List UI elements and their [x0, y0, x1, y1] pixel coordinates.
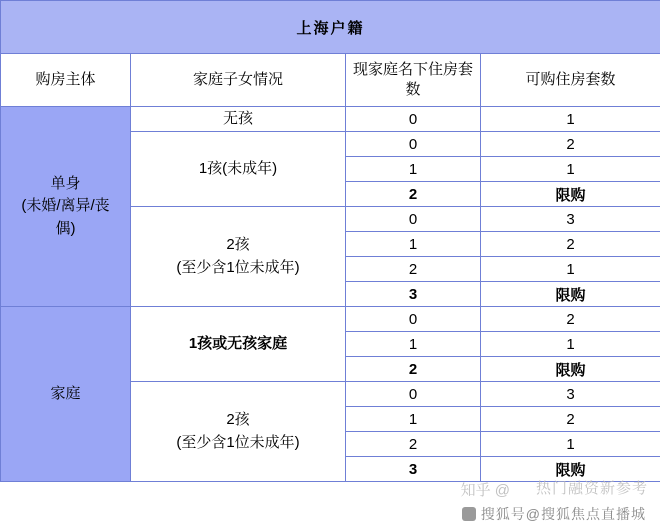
available-count: 1 [481, 332, 660, 357]
subject-line: 单身 [50, 174, 81, 192]
subject-line: (未婚/离异/丧 [21, 197, 110, 215]
owned-count: 1 [346, 157, 481, 182]
available-count: 1 [481, 107, 660, 132]
header-row [1, 54, 660, 107]
children-line: 无孩 [222, 109, 253, 127]
title-row [1, 1, 660, 54]
available-count: 限购 [481, 182, 660, 207]
subject-family [1, 307, 131, 482]
owned-count: 2 [346, 432, 481, 457]
owned-count: 1 [346, 407, 481, 432]
available-count: 3 [481, 382, 660, 407]
owned-count: 3 [346, 282, 481, 307]
available-count: 限购 [481, 282, 660, 307]
header-available: 可购住房套数 [481, 54, 660, 107]
zhihu-watermark: 知乎 @ [460, 482, 510, 499]
children-line: 2孩 [226, 236, 250, 253]
children-line: 2孩 [226, 411, 250, 428]
page-title: 上海户籍 [1, 1, 660, 54]
table-row [1, 107, 660, 132]
watermark-line1: 热门融资新参考 [535, 480, 648, 497]
table-row [1, 307, 660, 332]
children-two-children-family [131, 382, 346, 482]
owned-count: 0 [346, 207, 481, 232]
available-count: 1 [481, 432, 660, 457]
children-two-children [131, 207, 346, 307]
subject-line: 家庭 [50, 384, 81, 402]
owned-count: 2 [346, 357, 481, 382]
watermark-line2 [462, 504, 646, 524]
owned-count: 0 [346, 107, 481, 132]
owned-count: 2 [346, 257, 481, 282]
owned-count: 0 [346, 307, 481, 332]
available-count: 3 [481, 207, 660, 232]
header-owned: 现家庭名下住房套数 [346, 54, 481, 107]
header-children: 家庭子女情况 [131, 54, 346, 107]
children-line: 1孩(未成年) [198, 159, 278, 177]
owned-count: 1 [346, 232, 481, 257]
owned-count: 1 [346, 332, 481, 357]
header-subject: 购房主体 [1, 54, 131, 107]
available-count: 2 [481, 132, 660, 157]
children-one-child-minor [131, 132, 346, 207]
sohu-logo-icon [462, 507, 476, 521]
owned-count: 3 [346, 457, 481, 482]
available-count: 1 [481, 157, 660, 182]
owned-count: 0 [346, 132, 481, 157]
available-count: 2 [481, 407, 660, 432]
available-count: 1 [481, 257, 660, 282]
children-line: (至少含1位未成年) [176, 258, 300, 276]
available-count: 2 [481, 307, 660, 332]
children-line: 1孩或无孩家庭 [188, 334, 288, 352]
children-no-child [131, 107, 346, 132]
subject-single [1, 107, 131, 307]
owned-count: 2 [346, 182, 481, 207]
children-line: (至少含1位未成年) [176, 433, 300, 451]
available-count: 限购 [481, 457, 660, 482]
owned-count: 0 [346, 382, 481, 407]
subject-line: 偶) [55, 219, 76, 237]
children-one-or-none [131, 307, 346, 382]
available-count: 2 [481, 232, 660, 257]
available-count: 限购 [481, 357, 660, 382]
watermark-line2-text: 搜狐号@搜狐焦点直播城 [480, 506, 646, 522]
